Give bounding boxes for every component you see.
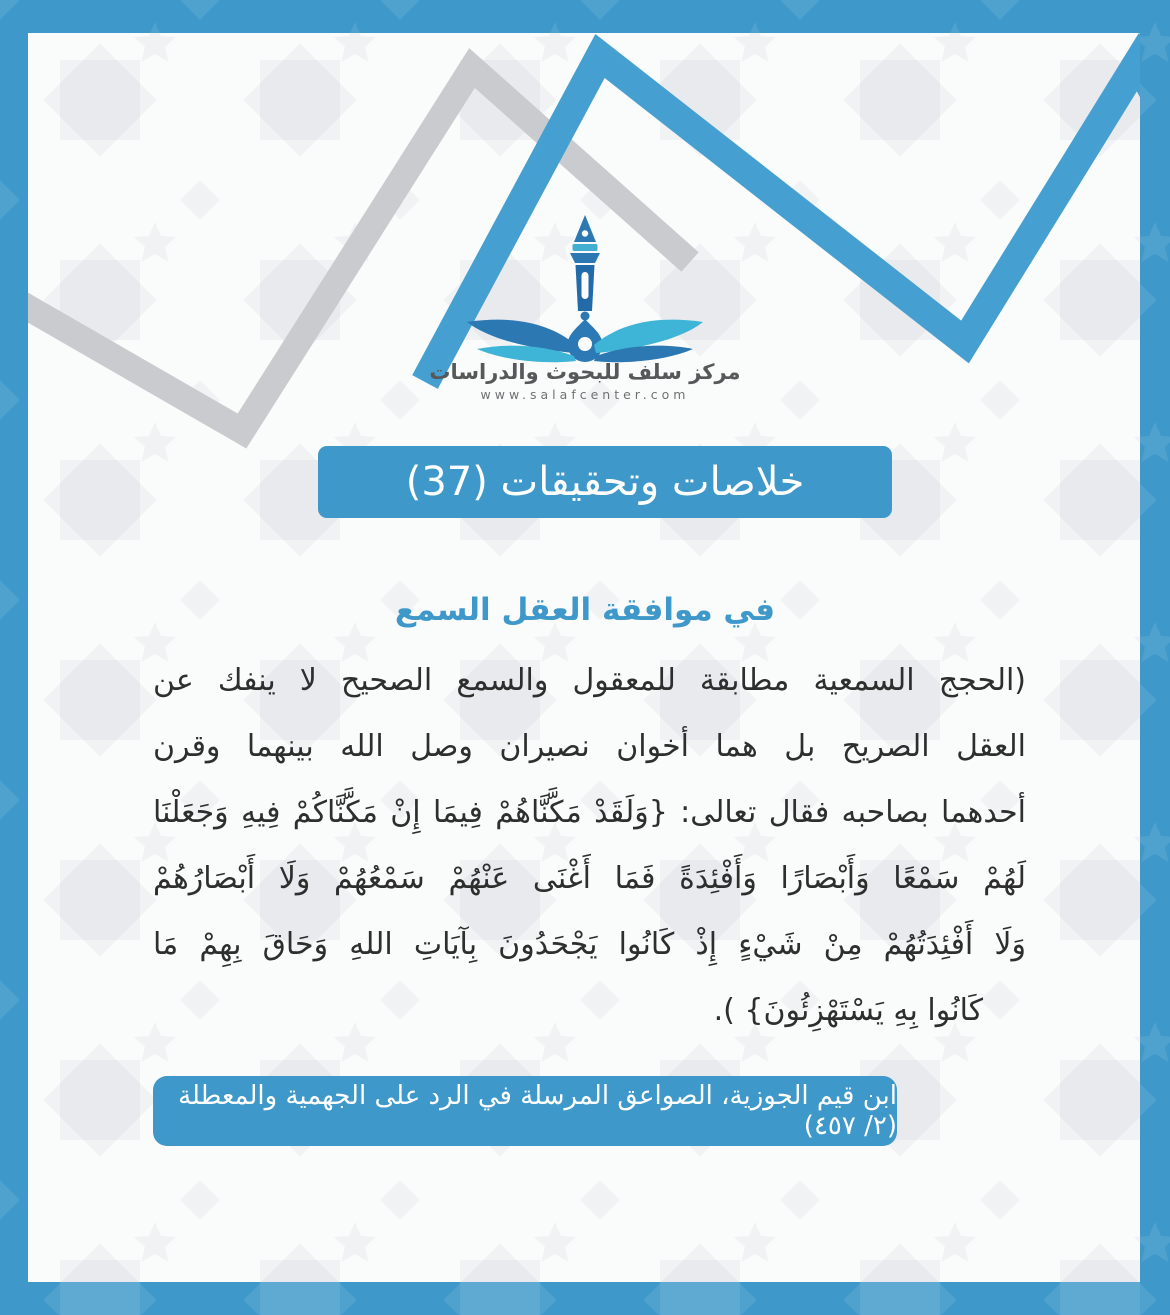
logo-name: مركز سلف للبحوث والدراسات xyxy=(429,360,741,384)
body-line: أحدهما بصاحبه فقال تعالى: {وَلَقَدْ مَكَّنَّاهُمْ فِيمَا إِنْ مَكَّنَّاكُمْ فِيهِ وَجَعَلْنَا xyxy=(153,795,1026,830)
body-line: وَلَا أَفْئِدَتُهُمْ مِنْ شَيْءٍ إِذْ كَانُوا يَجْحَدُونَ بِآيَاتِ اللهِ وَحَاقَ بِهِمْ مَا xyxy=(153,927,1026,962)
body-line: العقل الصريح بل هما أخوان نصيران وصل الله بينهما وقرن xyxy=(153,729,1026,764)
body-line: لَهُمْ سَمْعًا وَأَبْصَارًا وَأَفْئِدَةً فَمَا أَغْنَى عَنْهُمْ سَمْعُهُمْ وَلَا أَبْصَارُهُمْ xyxy=(153,861,1026,896)
body-text xyxy=(153,648,1026,1044)
body-line: (الحجج السمعية مطابقة للمعقول والسمع الصحيح لا ينفك عن xyxy=(153,663,1026,698)
body-line: كَانُوا بِهِ يَسْتَهْزِئُونَ} ). xyxy=(713,993,983,1028)
article-title: في موافقة العقل السمع xyxy=(394,592,776,628)
pen-nib-icon xyxy=(574,215,596,242)
salafcenter-logo-icon xyxy=(455,212,715,372)
series-banner-label: خلاصات وتحقيقات (37) xyxy=(405,459,805,505)
logo-url: www.salafcenter.com xyxy=(480,387,690,402)
source-bar xyxy=(153,1076,897,1146)
source-citation: ابن قيم الجوزية، الصواعق المرسلة في الرد على الجهمية والمعطلة (٢/ ٤٥٧) xyxy=(178,1081,897,1141)
series-banner xyxy=(318,446,892,518)
